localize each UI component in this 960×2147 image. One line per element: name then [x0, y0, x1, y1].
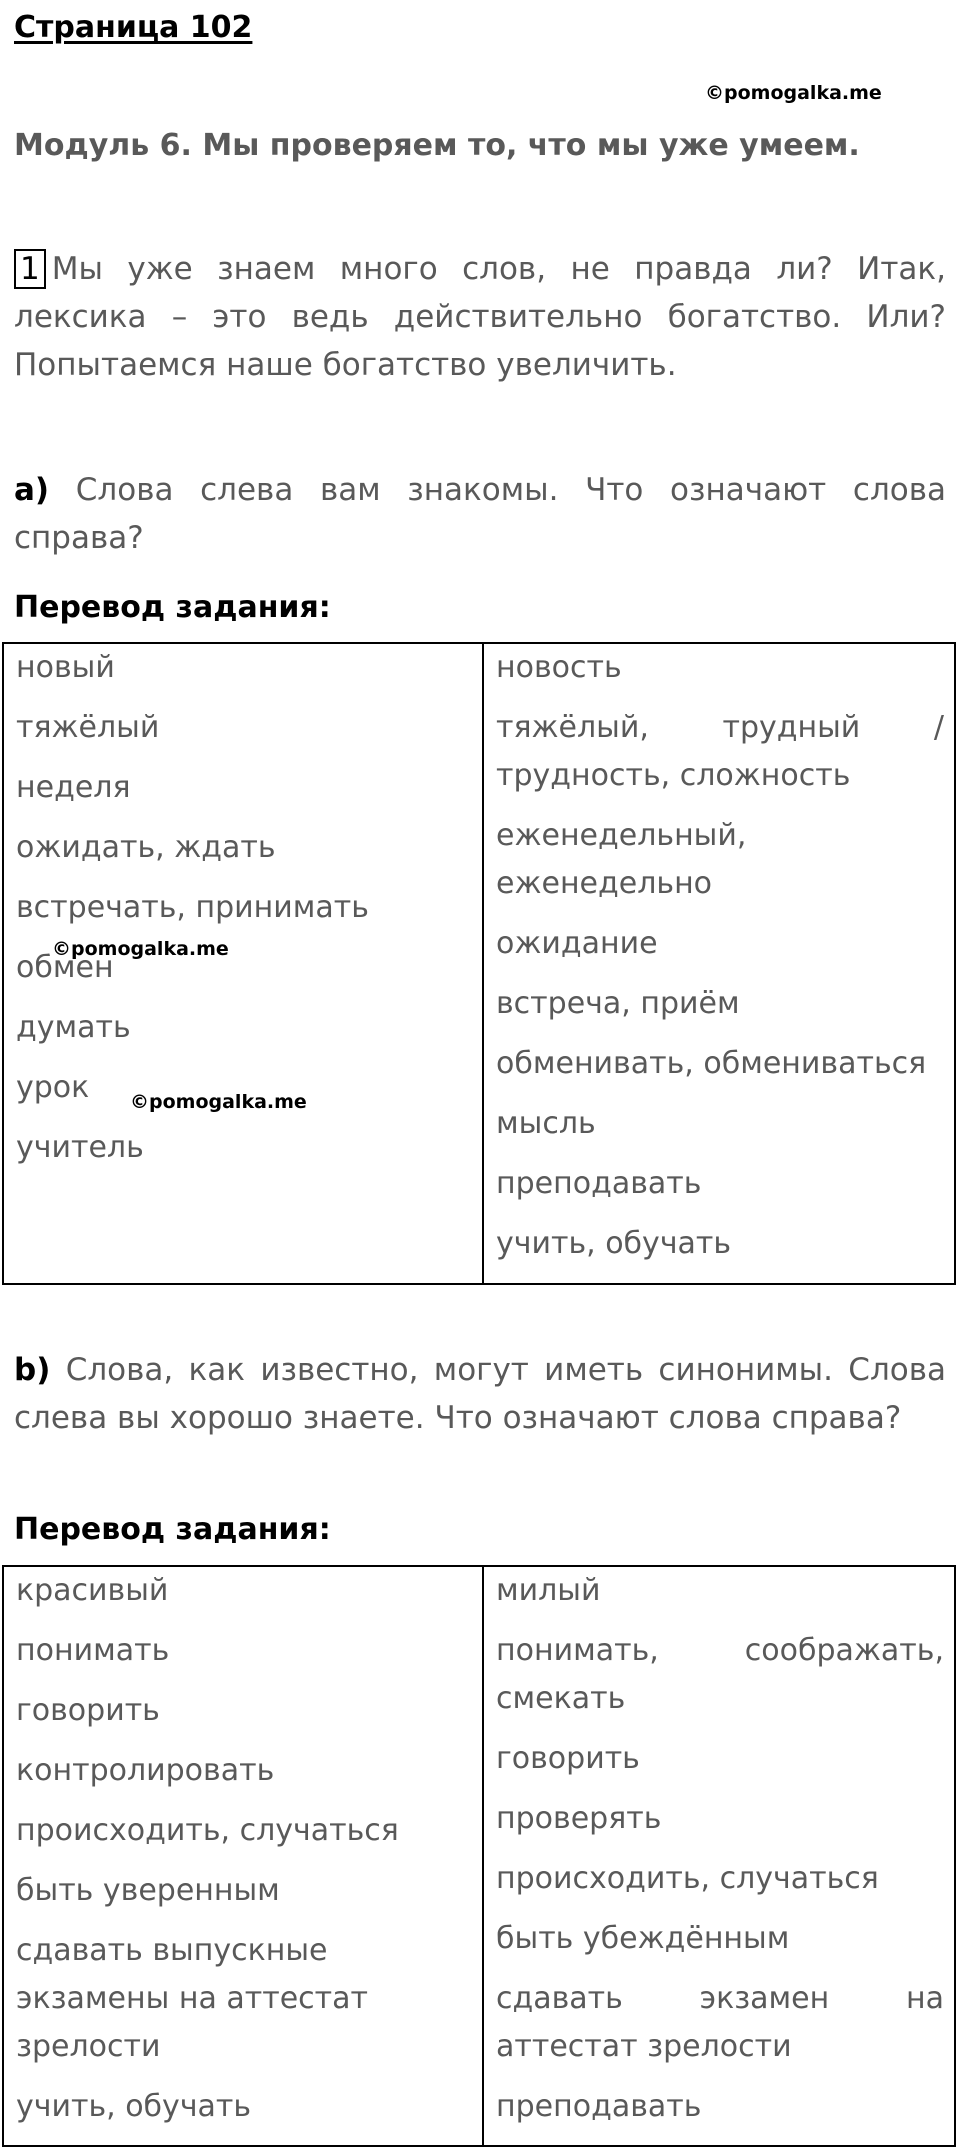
vocab-cell: думать	[16, 1010, 131, 1045]
vocab-cell: мысль	[496, 1106, 596, 1141]
part-a-left-column	[4, 644, 482, 1283]
task-intro	[14, 245, 946, 389]
vocab-cell: новость	[496, 650, 622, 685]
vocab-cell: красивый	[16, 1573, 169, 1608]
part-a-label: a)	[14, 472, 50, 508]
part-b-vocab-table	[2, 1565, 956, 2147]
vocab-cell: новый	[16, 650, 115, 685]
vocab-cell: неделя	[16, 770, 131, 805]
part-b-text: Слова, как известно, могут иметь синонимы. Слова слева вы хорошо знаете. Что означают слова справа?	[14, 1352, 946, 1436]
vocab-cell: встреча, приём	[496, 986, 740, 1021]
watermark: ©pomogalka.me	[705, 82, 882, 104]
vocab-cell: быть убеждённым	[496, 1921, 790, 1956]
vocab-cell: контролировать	[16, 1753, 275, 1788]
task-intro-text: Мы уже знаем много слов, не правда ли? Итак, лексика – это ведь действительно богатство. Или? Попытаемся наше богатство увеличить.	[14, 251, 946, 383]
vocab-cell: происходить, случаться	[16, 1813, 399, 1848]
watermark: ©pomogalka.me	[130, 1091, 307, 1113]
part-a-vocab-table	[2, 642, 956, 1285]
vocab-cell: ожидание	[496, 926, 658, 961]
vocab-cell: обменивать, обмениваться	[496, 1046, 927, 1081]
vocab-cell: проверять	[496, 1801, 662, 1836]
vocab-cell: сдавать выпускные экзамены на аттестат зрелости	[16, 1933, 369, 2064]
vocab-cell: милый	[496, 1573, 601, 1608]
vocab-cell: встречать, принимать	[16, 890, 369, 925]
part-b-label: b)	[14, 1352, 51, 1388]
vocab-cell: еженедельный, еженедельно	[496, 818, 747, 901]
vocab-cell: учить, обучать	[496, 1226, 732, 1261]
vocab-cell: тяжёлый	[16, 710, 160, 745]
vocab-cell: понимать, соображать, смекать	[496, 1633, 944, 1716]
part-a-text: Слова слева вам знакомы. Что означают слова справа?	[14, 472, 946, 556]
vocab-cell: обмен	[16, 950, 114, 985]
vocab-cell: говорить	[16, 1693, 160, 1728]
part-b-right-column	[482, 1567, 954, 2145]
part-b-translation-heading: Перевод задания:	[14, 1512, 331, 1547]
vocab-cell: происходить, случаться	[496, 1861, 879, 1896]
vocab-cell: преподавать	[496, 1166, 702, 1201]
vocab-cell: сдавать экзамен на аттестат зрелости	[496, 1981, 944, 2064]
vocab-cell: ожидать, ждать	[16, 830, 276, 865]
vocab-cell: понимать	[16, 1633, 170, 1668]
part-a-translation-heading: Перевод задания:	[14, 590, 331, 625]
part-a-instruction	[14, 466, 946, 562]
page-title: Страница 102	[14, 10, 253, 45]
watermark: ©pomogalka.me	[52, 938, 229, 960]
part-a-right-column	[482, 644, 954, 1283]
part-b-instruction	[14, 1346, 946, 1442]
vocab-cell: тяжёлый, трудный / трудность, сложность	[496, 710, 944, 793]
vocab-cell: быть уверенным	[16, 1873, 280, 1908]
vocab-cell: урок	[16, 1070, 90, 1105]
vocab-cell: учитель	[16, 1130, 144, 1165]
task-number: 1	[14, 249, 46, 289]
module-title: Модуль 6. Мы проверяем то, что мы уже умеем.	[14, 128, 860, 163]
part-b-left-column	[4, 1567, 482, 2145]
vocab-cell: говорить	[496, 1741, 640, 1776]
vocab-cell: преподавать	[496, 2089, 702, 2124]
vocab-cell: учить, обучать	[16, 2089, 252, 2124]
